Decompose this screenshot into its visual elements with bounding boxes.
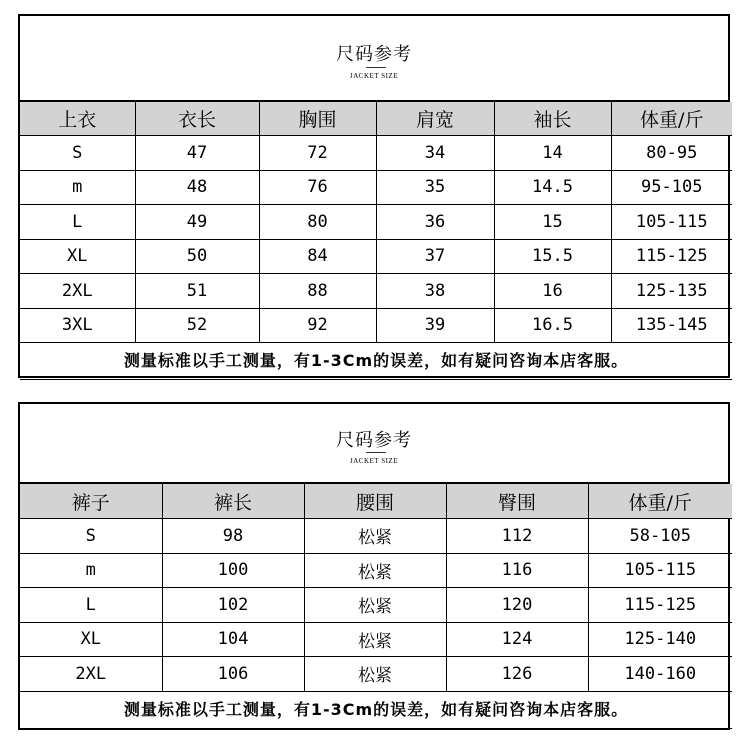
table-cell: 58-105 (588, 519, 732, 554)
table-cell: 52 (135, 308, 259, 343)
table-cell: 51 (135, 274, 259, 309)
table-cell: 76 (259, 170, 376, 205)
table-cell: 98 (162, 519, 304, 554)
column-header: 胸围 (259, 102, 376, 136)
table-cell: 115-125 (588, 588, 732, 623)
table-cell: 80-95 (611, 136, 732, 171)
jacket-size-chart (18, 14, 730, 378)
jacket-size-table (20, 102, 732, 380)
table-row (20, 657, 732, 692)
table-cell: 14 (494, 136, 611, 171)
table-cell: 112 (446, 519, 588, 554)
size-cell: m (20, 553, 162, 588)
size-cell: m (20, 170, 135, 205)
table-cell: 80 (259, 205, 376, 240)
column-header: 体重/斤 (588, 484, 732, 519)
column-header: 袖长 (494, 102, 611, 136)
table-row (20, 519, 732, 554)
table-cell: 105-115 (588, 553, 732, 588)
table-cell: 48 (135, 170, 259, 205)
table-row (20, 136, 732, 171)
table-cell: 松紧 (304, 553, 446, 588)
table-cell: 105-115 (611, 205, 732, 240)
size-cell: S (20, 136, 135, 171)
size-cell: L (20, 588, 162, 623)
table-cell: 102 (162, 588, 304, 623)
title-divider (366, 67, 386, 68)
size-cell: L (20, 205, 135, 240)
column-header: 衣长 (135, 102, 259, 136)
size-cell: 3XL (20, 308, 135, 343)
column-header: 肩宽 (376, 102, 494, 136)
table-cell: 72 (259, 136, 376, 171)
table-cell: 140-160 (588, 657, 732, 692)
table-row (20, 239, 732, 274)
table-cell: 16.5 (494, 308, 611, 343)
measurement-note: 测量标准以手工测量，有1-3Cm的误差，如有疑问咨询本店客服。 (20, 343, 732, 380)
chart-header (20, 404, 728, 484)
column-header: 体重/斤 (611, 102, 732, 136)
table-cell: 14.5 (494, 170, 611, 205)
column-header: 腰围 (304, 484, 446, 519)
table-row (20, 170, 732, 205)
size-cell: 2XL (20, 274, 135, 309)
table-row (20, 622, 732, 657)
table-cell: 135-145 (611, 308, 732, 343)
table-cell: 124 (446, 622, 588, 657)
table-cell: 松紧 (304, 622, 446, 657)
table-row (20, 588, 732, 623)
size-cell: XL (20, 239, 135, 274)
table-cell: 37 (376, 239, 494, 274)
table-cell: 49 (135, 205, 259, 240)
table-cell: 84 (259, 239, 376, 274)
table-cell: 95-105 (611, 170, 732, 205)
table-row (20, 205, 732, 240)
table-cell: 125-135 (611, 274, 732, 309)
table-row (20, 274, 732, 309)
table-cell: 120 (446, 588, 588, 623)
table-cell: 115-125 (611, 239, 732, 274)
table-cell: 34 (376, 136, 494, 171)
table-row (20, 308, 732, 343)
table-cell: 15 (494, 205, 611, 240)
table-cell: 106 (162, 657, 304, 692)
pants-size-table (20, 484, 732, 729)
column-header: 裤子 (20, 484, 162, 519)
table-cell: 100 (162, 553, 304, 588)
table-cell: 126 (446, 657, 588, 692)
table-cell: 松紧 (304, 657, 446, 692)
table-row (20, 553, 732, 588)
chart-title: 尺码参考 (336, 44, 412, 65)
table-cell: 16 (494, 274, 611, 309)
table-cell: 116 (446, 553, 588, 588)
table-cell: 38 (376, 274, 494, 309)
size-cell: S (20, 519, 162, 554)
table-cell: 35 (376, 170, 494, 205)
column-header: 裤长 (162, 484, 304, 519)
pants-size-chart (18, 402, 730, 730)
column-header: 上衣 (20, 102, 135, 136)
table-cell: 104 (162, 622, 304, 657)
table-cell: 松紧 (304, 519, 446, 554)
table-cell: 125-140 (588, 622, 732, 657)
table-cell: 15.5 (494, 239, 611, 274)
table-cell: 50 (135, 239, 259, 274)
chart-title: 尺码参考 (336, 430, 412, 451)
table-cell: 36 (376, 205, 494, 240)
table-cell: 92 (259, 308, 376, 343)
chart-header (20, 16, 728, 102)
title-divider (366, 452, 386, 453)
table-cell: 松紧 (304, 588, 446, 623)
table-cell: 39 (376, 308, 494, 343)
table-cell: 47 (135, 136, 259, 171)
table-cell: 88 (259, 274, 376, 309)
column-header: 臀围 (446, 484, 588, 519)
chart-subtitle: JACKET SIZE (350, 457, 398, 465)
measurement-note: 测量标准以手工测量，有1-3Cm的误差，如有疑问咨询本店客服。 (20, 691, 732, 728)
chart-subtitle: JACKET SIZE (350, 72, 398, 80)
size-cell: 2XL (20, 657, 162, 692)
size-cell: XL (20, 622, 162, 657)
